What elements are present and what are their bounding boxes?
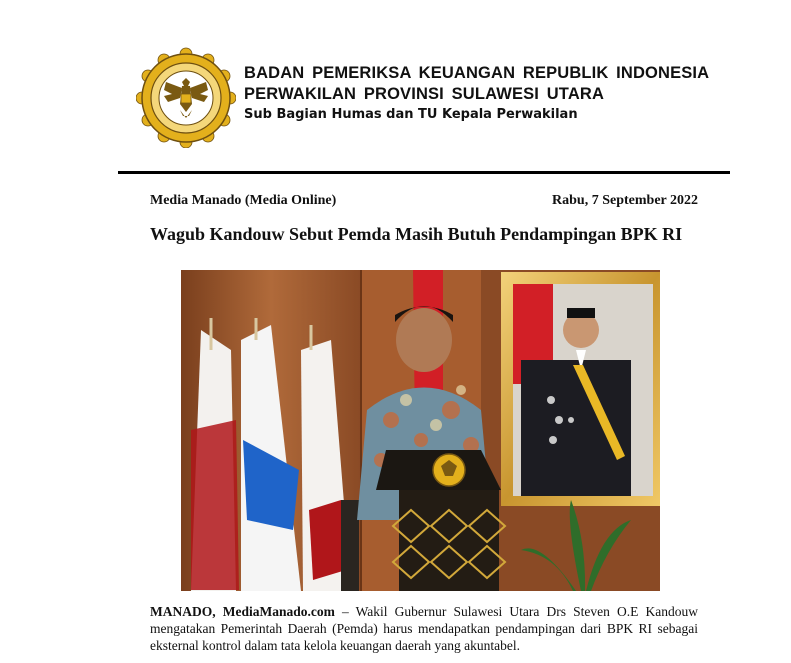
letterhead [244, 63, 709, 125]
org-branch: PERWAKILAN PROVINSI SULAWESI UTARA [244, 85, 605, 103]
org-name: BADAN PEMERIKSA KEUANGAN REPUBLIK INDONESIA [244, 64, 710, 82]
media-source: Media Manado (Media Online) [150, 193, 337, 208]
bpk-logo [136, 46, 236, 148]
header-divider [118, 171, 730, 174]
article-paragraph: – Wakil Gubernur Sulawesi Utara Drs Steven O.E Kandouw mengatakan Pemerintah Daerah (Pemda) harus mendapatkan pendampingan dari BPK RI sebagai eksternal kontrol dalam tata kelola keuangan daerah yang akuntabel. [150, 604, 698, 653]
article-title: Wagub Kandouw Sebut Pemda Masih Butuh Pendampingan BPK RI [150, 224, 683, 244]
dateline: MANADO, MediaManado.com [150, 604, 335, 619]
article-photo [181, 270, 660, 591]
org-unit: Sub Bagian Humas dan TU Kepala Perwakilan [244, 107, 578, 122]
article-body [150, 603, 698, 654]
publish-date: Rabu, 7 September 2022 [552, 193, 698, 208]
